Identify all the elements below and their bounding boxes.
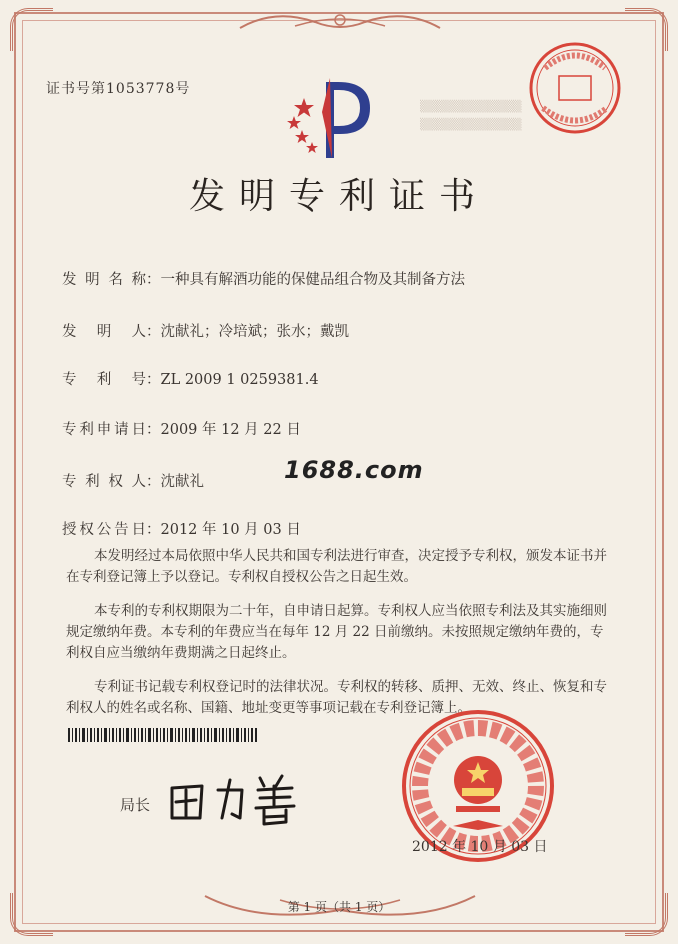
agent-seal [525, 38, 625, 138]
body-paragraph: 本发明经过本局依照中华人民共和国专利法进行审查，决定授予专利权，颁发本证书并在专利登记簿上予以登记。专利权自授权公告之日起生效。 [66, 548, 607, 585]
field-value: ：ZL 2009 1 0259381.4 [146, 372, 319, 388]
field-patentee [62, 470, 204, 491]
patent-office-logo [282, 72, 382, 162]
field-value: ：2012 年 10 月 03 日 [146, 522, 301, 538]
director-signature [160, 768, 320, 828]
field-value: ：2009 年 12 月 22 日 [146, 422, 301, 438]
background-showthrough: ▒▒▒▒▒▒▒▒▒▒▒▒ [420, 118, 522, 131]
field-label: 授权公告日 [62, 522, 146, 538]
field-grant-date [62, 518, 301, 539]
field-application-date [62, 418, 301, 439]
field-inventors [62, 320, 349, 341]
field-value: ：沈献礼 [146, 474, 204, 490]
page-number: 第 1 页（共 1 页） [287, 900, 391, 914]
barcode [68, 728, 258, 742]
field-value: ：一种具有解酒功能的保健品组合物及其制备方法 [146, 272, 465, 288]
field-patent-number [62, 368, 319, 389]
body-paragraph: 本专利的专利权期限为二十年，自申请日起算。专利权人应当依照专利法及其实施细则规定缴纳年费。本专利的年费应当在每年 12 月 22 日前缴纳。未按照规定缴纳年费的，专利权自应当缴纳年费期满之日起终止。 [66, 603, 607, 661]
certificate-body [66, 546, 614, 732]
top-ornament [235, 6, 445, 36]
field-label: 发明人 [62, 324, 146, 340]
field-label: 专利申请日 [62, 422, 146, 438]
corner-ornament [10, 8, 53, 51]
body-paragraph: 专利证书记载专利权登记时的法律状况。专利权的转移、质押、无效、终止、恢复和专利权人的姓名或名称、国籍、地址变更等事项记载在专利登记簿上。 [66, 679, 607, 716]
field-label: 专利权人 [62, 474, 146, 490]
watermark: 1688.com [284, 456, 424, 484]
certificate-number: 证书号第1053778号 [46, 81, 191, 97]
director-label: 局长 [120, 796, 151, 814]
field-value: ：沈献礼；冷培斌；张水；戴凯 [146, 324, 349, 340]
field-label: 发明名称 [62, 272, 146, 288]
field-invention-name [62, 268, 465, 289]
background-showthrough: ▒▒▒▒▒▒▒▒▒▒▒▒ [420, 100, 522, 113]
field-label: 专利号 [62, 372, 146, 388]
certificate-title: 发明专利证书 [188, 176, 489, 217]
seal-date: 2012 年 10 月 03 日 [412, 839, 548, 855]
corner-ornament [625, 8, 668, 51]
